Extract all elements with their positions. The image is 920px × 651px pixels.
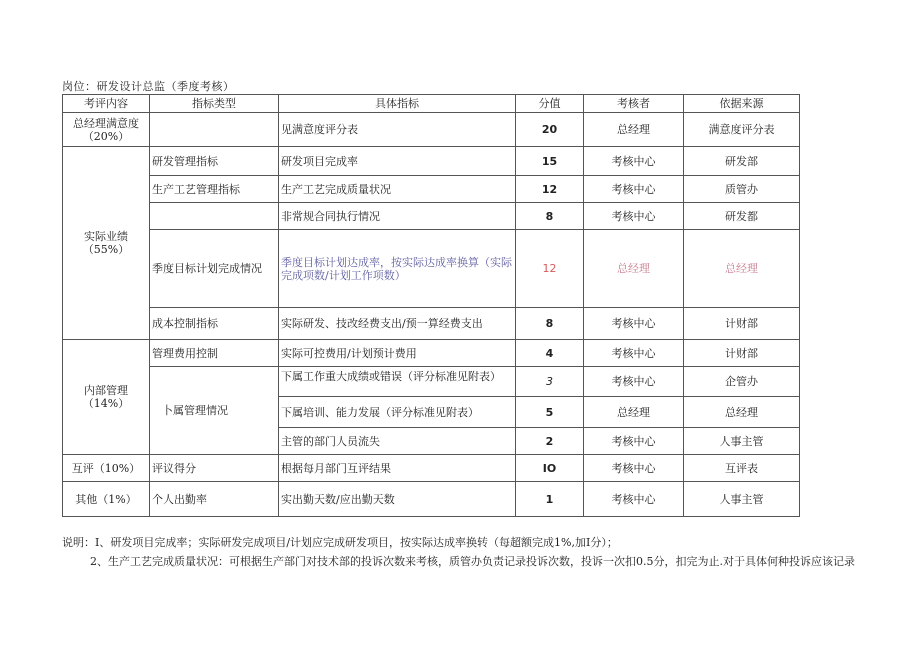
source-cell: 质管办 — [684, 176, 800, 203]
source-cell: 计财部 — [684, 340, 800, 367]
header-source: 依据来源 — [684, 95, 800, 113]
assessor-cell: 考核中心 — [584, 367, 684, 397]
table-row — [63, 113, 800, 147]
source-cell: 互评表 — [684, 455, 800, 482]
assessor-cell: 考核中心 — [584, 176, 684, 203]
type-cell: 季度目标计划完成情况 — [150, 230, 279, 308]
indicator-cell: 下属培训、能力发展（评分标准见附表） — [279, 397, 516, 428]
type-cell — [150, 113, 279, 147]
assessor-cell: 总经理 — [584, 230, 684, 308]
subordinate-management-cell: 卜属管理情况 — [150, 367, 279, 455]
page-caption: 岗位：研发设计总监（季度考核） — [62, 80, 235, 93]
assessor-cell: 考核中心 — [584, 308, 684, 340]
score-cell: 4 — [516, 340, 584, 367]
note-line-1: 说明：I、研发项目完成率；实际研发完成项目/计划应完成研发项目，按实际达成率换转（每超额完成1%,加I分）； — [62, 536, 618, 549]
score-cell: 12 — [516, 176, 584, 203]
table-row — [63, 147, 800, 176]
source-cell: 人事主管 — [684, 428, 800, 455]
header-content: 考评内容 — [63, 95, 150, 113]
indicator-cell: 下属工作重大成绩或错误（评分标准见附表） — [279, 367, 516, 397]
source-cell: 满意度评分表 — [684, 113, 800, 147]
indicator-cell: 非常规合同执行情况 — [279, 203, 516, 230]
source-cell: 企管办 — [684, 367, 800, 397]
source-cell: 人事主管 — [684, 482, 800, 517]
assessor-cell: 考核中心 — [584, 147, 684, 176]
table-row — [63, 340, 800, 367]
header-score: 分值 — [516, 95, 584, 113]
source-cell: 总经理 — [684, 397, 800, 428]
table-row — [63, 176, 800, 203]
header-indicator: 具体指标 — [279, 95, 516, 113]
source-cell: 研发部 — [684, 147, 800, 176]
table-row — [63, 455, 800, 482]
table-header-row — [63, 95, 800, 113]
score-cell: 2 — [516, 428, 584, 455]
table-row — [63, 367, 800, 397]
type-cell — [150, 203, 279, 230]
content-cell: 互评（10%） — [63, 455, 150, 482]
table-row — [63, 482, 800, 517]
score-cell: 1 — [516, 482, 584, 517]
indicator-cell: 见满意度评分表 — [279, 113, 516, 147]
indicator-cell: 实际可控费用/计划预计费用 — [279, 340, 516, 367]
score-cell: 12 — [516, 230, 584, 308]
indicator-cell: 研发项目完成率 — [279, 147, 516, 176]
assessor-cell: 考核中心 — [584, 428, 684, 455]
score-cell: 8 — [516, 203, 584, 230]
type-cell: 评议得分 — [150, 455, 279, 482]
content-cell: 总经理满意度（20%） — [63, 113, 150, 147]
assessor-cell: 考核中心 — [584, 340, 684, 367]
table-row — [63, 308, 800, 340]
indicator-cell: 季度目标计划达成率，按实际达成率换算（实际完成项数/计划工作项数） — [279, 230, 516, 308]
type-cell: 个人出勤率 — [150, 482, 279, 517]
source-cell: 计财部 — [684, 308, 800, 340]
table-row — [63, 203, 800, 230]
score-cell: 15 — [516, 147, 584, 176]
indicator-cell: 实际研发、技改经费支出/预一算经费支出 — [279, 308, 516, 340]
assessor-cell: 考核中心 — [584, 203, 684, 230]
score-cell: 3 — [516, 367, 584, 397]
assessor-cell: 考核中心 — [584, 482, 684, 517]
score-cell: IO — [516, 455, 584, 482]
assessor-cell: 总经理 — [584, 113, 684, 147]
score-cell: 20 — [516, 113, 584, 147]
note-line-2: 2、生产工艺完成质量状况：可根据生产部门对技术部的投诉次数来考核，质管办负责记录投诉次数，投诉一次扣0.5分，扣完为止.对于具体何种投诉应该记录 — [90, 555, 855, 568]
header-type: 指标类型 — [150, 95, 279, 113]
indicator-cell: 主管的部门人员流失 — [279, 428, 516, 455]
indicator-cell: 根据每月部门互评结果 — [279, 455, 516, 482]
group-internal-cell: 内部管理（14%） — [63, 340, 150, 455]
type-cell: 成本控制指标 — [150, 308, 279, 340]
type-cell: 生产工艺管理指标 — [150, 176, 279, 203]
type-cell: 管理费用控制 — [150, 340, 279, 367]
content-cell: 其他（1%） — [63, 482, 150, 517]
assessor-cell: 考核中心 — [584, 455, 684, 482]
source-cell: 研发都 — [684, 203, 800, 230]
score-cell: 8 — [516, 308, 584, 340]
score-cell: 5 — [516, 397, 584, 428]
type-cell: 研发管理指标 — [150, 147, 279, 176]
indicator-cell: 实出勤天数/应出勤天数 — [279, 482, 516, 517]
indicator-cell: 生产工艺完成质量状况 — [279, 176, 516, 203]
assessor-cell: 总经理 — [584, 397, 684, 428]
group-performance-cell: 实际业绩（55%） — [63, 147, 150, 340]
table-row — [63, 230, 800, 308]
header-assessor: 考核者 — [584, 95, 684, 113]
source-cell: 总经理 — [684, 230, 800, 308]
assessment-table — [62, 94, 800, 517]
